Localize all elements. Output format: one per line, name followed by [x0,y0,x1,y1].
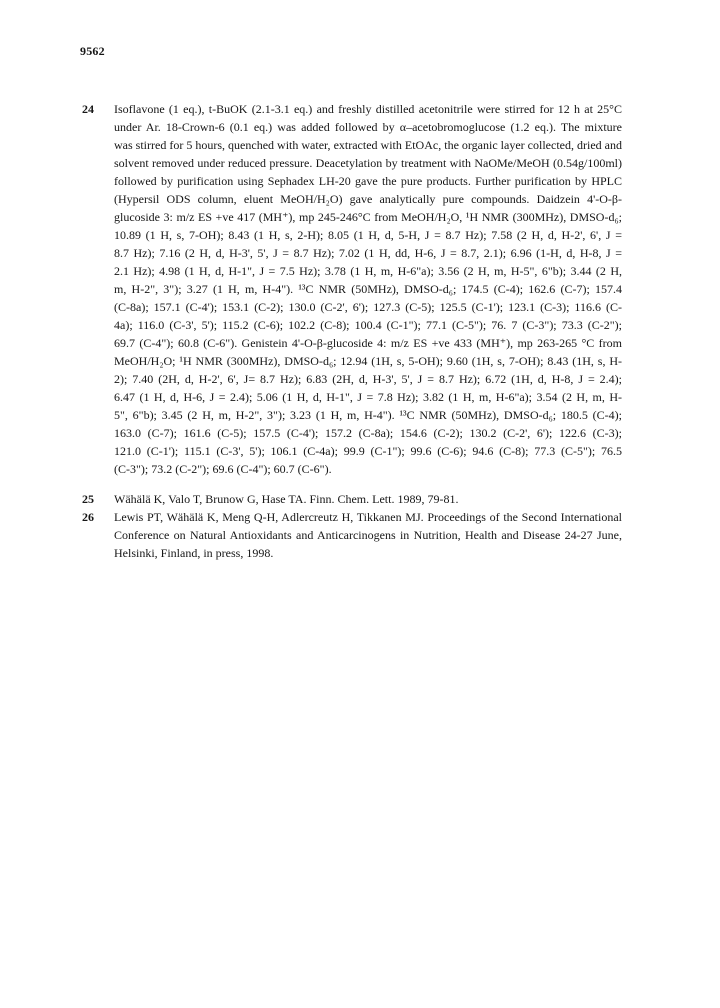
reference-line: 4a); 116.0 (C-3', 5'); 115.2 (C-6); 102.2 (C-8); 100.4 (C-1"); 77.1 (C-5"); 76. 7 (C-3"); 73.3 (C-2"); [114,318,622,332]
reference-line: 121.0 (C-1'); 115.1 (C-3', 5'); 106.1 (C-4a); 99.9 (C-1"); 99.6 (C-6); 94.6 (C-8); 77.3 (C-5"); 76.5 [114,444,622,458]
reference-text [114,508,622,562]
reference-25 [82,490,622,508]
reference-text [114,100,622,478]
reference-line: 10.89 (1 H, s, 7-OH); 8.43 (1 H, s, 2-H); 8.05 (1 H, d, 5-H, J = 8.7 Hz); 7.58 (2 H, d, H-2', 6', J = [114,228,622,242]
reference-line: 5", 6"b); 3.45 (2 H, m, H-2", 3"); 3.23 (1 H, m, H-4"). ¹³C NMR (50MHz), DMSO-d₆; 180.5 (C-4); [114,408,622,422]
reference-line: (C-8a); 157.1 (C-4'); 153.1 (C-2); 130.0 (C-2', 6'); 127.3 (C-5); 125.5 (C-1'); 123.1 (C-3); 116.6 (C- [114,300,622,314]
reference-line: Lewis PT, Wähälä K, Meng Q-H, Adlercreutz H, Tikkanen MJ. Proceedings of the Second International [114,510,622,524]
reference-line: 2.1 Hz); 4.98 (1 H, d, H-1", J = 7.5 Hz); 3.78 (1 H, m, H-6"a); 3.56 (2 H, m, H-5", 6"b); 3.44 (2 H, [114,264,622,278]
reference-line: MeOH/H₂O; ¹H NMR (300MHz), DMSO-d₆; 12.94 (1H, s, 5-OH); 9.60 (1H, s, 7-OH); 8.43 (1H, s, H- [114,354,622,368]
reference-26 [82,508,622,562]
reference-line: glucoside 3: m/z ES +ve 417 (MH⁺), mp 245-246°C from MeOH/H₂O, ¹H NMR (300MHz), DMSO-d₆; [114,210,622,224]
reference-line: solvent removed under reduced pressure. Deacetylation by treatment with NaOMe/MeOH (0.54g/100ml) [114,156,622,170]
reference-line: Helsinki, Finland, in press, 1998. [114,546,274,560]
reference-number: 26 [82,510,94,524]
reference-line: under Ar. 18-Crown-6 (0.1 eq.) was added followed by α–acetobromoglucose (1.2 eq.). The mixture [114,120,622,134]
reference-line: Wähälä K, Valo T, Brunow G, Hase TA. Finn. Chem. Lett. 1989, 79-81. [114,492,459,506]
reference-number: 24 [82,102,94,116]
page-number: 9562 [80,44,105,58]
reference-line: was stirred for 5 hours, quenched with water, extracted with EtOAc, the organic layer collected, dried and [114,138,622,152]
reference-line: 8.7 Hz); 7.16 (2 H, d, H-3', 5', J = 8.7 Hz); 7.02 (1 H, dd, H-6, J = 8.7, 2.1); 6.96 (1-H, d, H-8, J = [114,246,622,260]
reference-line: Isoflavone (1 eq.), t-BuOK (2.1-3.1 eq.) and freshly distilled acetonitrile were stirred for 12 h at 25°C [114,102,622,116]
reference-line: 69.7 (C-4"); 60.8 (C-6"). Genistein 4'-O-β-glucoside 4: m/z ES +ve 433 (MH⁺), mp 263-265 °C from [114,336,622,350]
reference-text [114,490,622,508]
reference-24 [82,100,622,478]
reference-line: 6.47 (1 H, d, H-6, J = 2.4); 5.06 (1 H, d, H-1", J = 7.8 Hz); 3.82 (1 H, m, H-6"a); 3.54 (2 H, m, H- [114,390,622,404]
reference-line: m, H-2", 3"); 3.27 (1 H, m, H-4"). ¹³C NMR (50MHz), DMSO-d₆; 174.5 (C-4); 162.6 (C-7); 157.4 [114,282,622,296]
reference-line: (C-3"); 73.2 (C-2"); 69.6 (C-4"); 60.7 (C-6"). [114,462,332,476]
reference-line: (Hypersil ODS column, eluent MeOH/H₂O) gave analytically pure compounds. Daidzein 4'-O-β- [114,192,622,206]
reference-line: 2); 7.40 (2H, d, H-2', 6', J= 8.7 Hz); 6.83 (2H, d, H-3', 5', J = 8.7 Hz); 6.72 (1H, d, H-8, J = 2.4); [114,372,622,386]
reference-line: 163.0 (C-7); 161.6 (C-5); 157.5 (C-4'); 157.2 (C-8a); 154.6 (C-2); 130.2 (C-2', 6'); 122.6 (C-3); [114,426,622,440]
reference-line: followed by purification using Sephadex LH-20 gave the pure products. Further purification by HPLC [114,174,622,188]
reference-line: Conference on Natural Antioxidants and Anticarcinogens in Nutrition, Health and Disease 24-27 June, [114,528,622,542]
reference-number: 25 [82,492,94,506]
